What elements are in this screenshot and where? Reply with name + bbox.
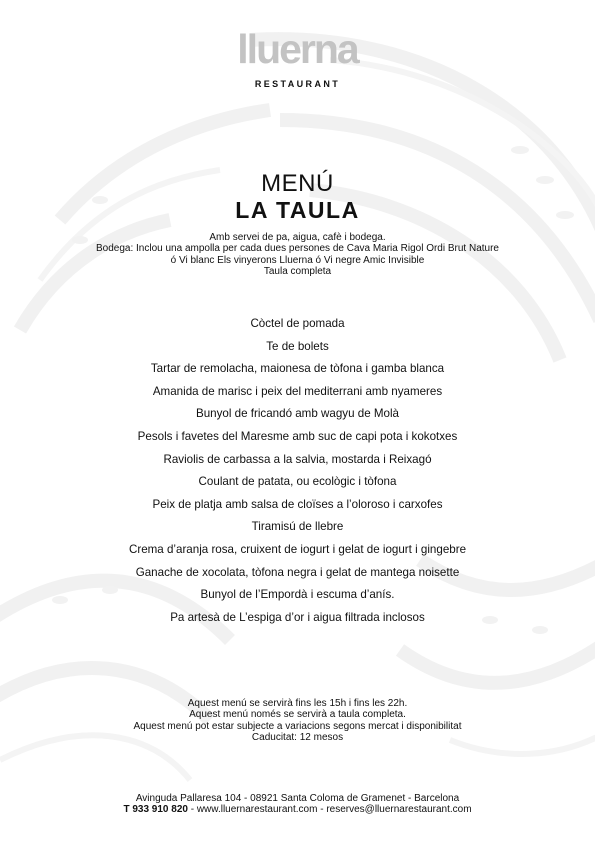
dish-item: Ganache de xocolata, tòfona negra i gelat de mantega noisette xyxy=(135,565,460,579)
dish-item: Crema d’aranja rosa, cruixent de iogurt i gelat de iogurt i gingebre xyxy=(128,542,467,556)
brand-logo: lluerna xyxy=(237,26,358,72)
menu-title: MENÚ xyxy=(261,170,334,197)
intro-line: Taula completa xyxy=(263,266,332,278)
note-line: Caducitat: 12 mesos xyxy=(251,732,344,744)
footer-web-email: - www.lluernarestaurant.com - reserves@lluernarestaurant.com xyxy=(187,804,472,816)
note-line: Aquest menú se servirà fins les 15h i fins les 22h. xyxy=(187,698,408,709)
menu-name: LA TAULA xyxy=(235,197,360,223)
intro-line: Amb servei de pa, aigua, cafè i bodega. xyxy=(209,232,386,243)
dish-item: Pa artesà de L’espiga d’or i aigua filtrada inclosos xyxy=(170,610,425,624)
menu-notes xyxy=(0,698,595,744)
dish-item: Tartar de remolacha, maionesa de tòfona i gamba blanca xyxy=(150,362,445,376)
dish-item: Pesols i favetes del Maresme amb suc de capi pota i kokotxes xyxy=(137,429,458,443)
dish-item: Bunyol de fricandó amb wagyu de Molà xyxy=(195,407,399,421)
menu-intro xyxy=(0,232,595,278)
note-line: Aquest menú només se servirà a taula completa. xyxy=(189,709,406,721)
dish-item: Tiramisú de llebre xyxy=(251,520,344,534)
dish-item: Coulant de patata, ou ecològic i tòfona xyxy=(198,475,397,489)
footer-phone: T 933 910 820 xyxy=(123,804,188,816)
dish-item: Raviolis de carbassa a la salvia, mostarda i Reixagó xyxy=(163,452,432,466)
brand-subtitle: RESTAURANT xyxy=(254,79,341,89)
footer-address: Avinguda Pallaresa 104 - 08921 Santa Coloma de Gramenet - Barcelona xyxy=(135,793,460,804)
footer-contact xyxy=(0,804,595,815)
dish-item: Còctel de pomada xyxy=(250,317,345,330)
dish-item: Amanida de marisc i peix del mediterrani amb nyameres xyxy=(152,384,443,398)
footer xyxy=(0,793,595,816)
dish-item: Peix de platja amb salsa de cloïses a l’oloroso i carxofes xyxy=(152,497,443,511)
intro-line: ó Vi blanc Els vinyerons Lluerna ó Vi negre Amic Invisible xyxy=(170,254,425,266)
note-line: Aquest menú pot estar subjecte a variacions segons mercat i disponibilitat xyxy=(133,720,462,732)
dish-item: Te de bolets xyxy=(266,339,329,353)
intro-line: Bodega: Inclou una ampolla per cada dues persones de Cava Maria Rigol Ordi Brut Nature xyxy=(95,243,499,255)
dish-item: Bunyol de l’Empordà i escuma d’anís. xyxy=(200,588,395,602)
dish-list xyxy=(0,313,595,629)
